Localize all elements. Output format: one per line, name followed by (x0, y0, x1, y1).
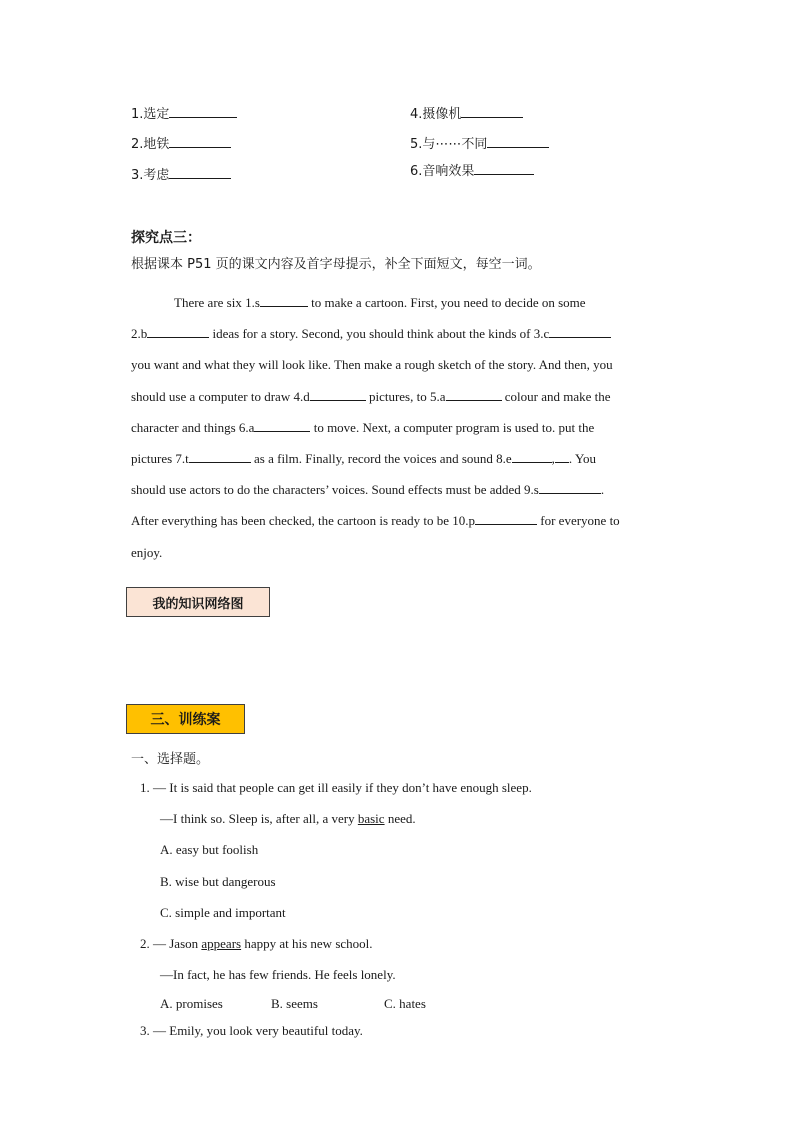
question-1-option-c[interactable]: C. simple and important (160, 905, 286, 920)
vocab-item-5 (410, 133, 549, 152)
stem-text: 2. — Jason (140, 936, 199, 951)
vocab-blank[interactable] (169, 105, 237, 118)
passage-text: pictures 7.t (131, 451, 189, 466)
vocab-label: 6.音响效果 (410, 164, 475, 179)
answer-blank-8b[interactable] (555, 450, 569, 463)
passage-text: character and things 6.a (131, 420, 255, 435)
section-heading: 探究点三： (131, 230, 201, 246)
vocab-item-3 (131, 164, 231, 183)
answer-blank-1[interactable] (260, 294, 308, 307)
passage-text: for everyone to (540, 513, 620, 528)
answer-blank-9[interactable] (539, 481, 601, 494)
passage-text: 2.b (131, 326, 148, 341)
answer-blank-7[interactable] (189, 450, 251, 463)
vocab-item-2 (131, 133, 231, 152)
passage-text: pictures, to 5.a (368, 389, 446, 404)
passage-text: to move. Next, a computer program is used to. put the (313, 420, 595, 435)
passage-line-2 (131, 318, 611, 349)
passage-line-9: enjoy. (131, 545, 163, 560)
vocab-blank[interactable] (487, 135, 549, 148)
passage-line-1 (174, 287, 586, 318)
vocab-label: 4.摄像机 (410, 107, 462, 122)
vocab-label: 3.考虑 (131, 168, 170, 183)
vocab-blank[interactable] (474, 162, 534, 175)
question-2-option-a[interactable]: A. promises (160, 996, 223, 1011)
vocab-blank[interactable] (169, 166, 231, 179)
question-2-stem (140, 936, 373, 952)
answer-blank-8[interactable] (512, 450, 552, 463)
exercise-heading: 一、选择题。 (131, 752, 210, 767)
training-section-box: 三、训练案 (126, 704, 245, 734)
vocab-label: 2.地铁 (131, 137, 170, 152)
vocab-label: 1.选定 (131, 107, 170, 122)
passage-line-7 (131, 474, 604, 505)
question-2-reply: —In fact, he has few friends. He feels lonely. (160, 967, 396, 982)
passage-text: . (600, 482, 605, 497)
answer-blank-2[interactable] (147, 325, 209, 338)
question-1-reply (160, 811, 416, 827)
passage-line-6 (131, 443, 596, 474)
section-instruction: 根据课本 P51 页的课文内容及首字母提示，补全下面短文，每空一词。 (131, 257, 541, 272)
keyword: basic (357, 811, 385, 826)
answer-blank-10[interactable] (475, 512, 537, 525)
passage-line-8 (131, 505, 620, 536)
knowledge-network-box: 我的知识网络图 (126, 587, 270, 617)
question-2-option-b[interactable]: B. seems (271, 996, 318, 1011)
reply-text: —I think so. Sleep is, after all, a very (160, 811, 355, 826)
passage-line-5 (131, 412, 594, 443)
stem-text: happy at his new school. (244, 936, 373, 951)
question-1-option-b[interactable]: B. wise but dangerous (160, 874, 276, 889)
vocab-item-1 (131, 103, 237, 122)
passage-text: colour and make the (504, 389, 611, 404)
vocab-blank[interactable] (169, 135, 231, 148)
passage-text: ideas for a story. Second, you should think about the kinds of 3.c (212, 326, 550, 341)
passage-text: After everything has been checked, the cartoon is ready to be 10.p (131, 513, 476, 528)
answer-blank-6[interactable] (254, 419, 310, 432)
passage-text: should use actors to do the characters’ voices. Sound effects must be added 9.s (131, 482, 539, 497)
vocab-item-6 (410, 160, 534, 179)
question-1-option-a[interactable]: A. easy but foolish (160, 842, 259, 857)
passage-text: as a film. Finally, record the voices and sound 8.e (254, 451, 512, 466)
keyword: appears (201, 936, 242, 951)
answer-blank-5[interactable] (446, 388, 502, 401)
answer-blank-3[interactable] (549, 325, 611, 338)
vocab-item-4 (410, 103, 523, 122)
passage-line-3: you want and what they will look like. Then make a rough sketch of the story. And then, you (131, 357, 613, 372)
passage-line-4 (131, 381, 611, 412)
vocab-label: 5.与⋯⋯不同 (410, 137, 488, 152)
passage-text: There are six 1.s (174, 295, 260, 310)
question-1-stem: 1. — It is said that people can get ill easily if they don’t have enough sleep. (140, 780, 532, 795)
reply-text: need. (387, 811, 416, 826)
question-2-option-c[interactable]: C. hates (384, 996, 426, 1011)
question-3-stem: 3. — Emily, you look very beautiful today. (140, 1023, 363, 1038)
passage-text: . You (568, 451, 597, 466)
passage-text: , (551, 451, 555, 466)
passage-text: should use a computer to draw 4.d (131, 389, 310, 404)
vocab-blank[interactable] (461, 105, 523, 118)
passage-text: to make a cartoon. First, you need to decide on some (311, 295, 586, 310)
answer-blank-4[interactable] (310, 388, 366, 401)
